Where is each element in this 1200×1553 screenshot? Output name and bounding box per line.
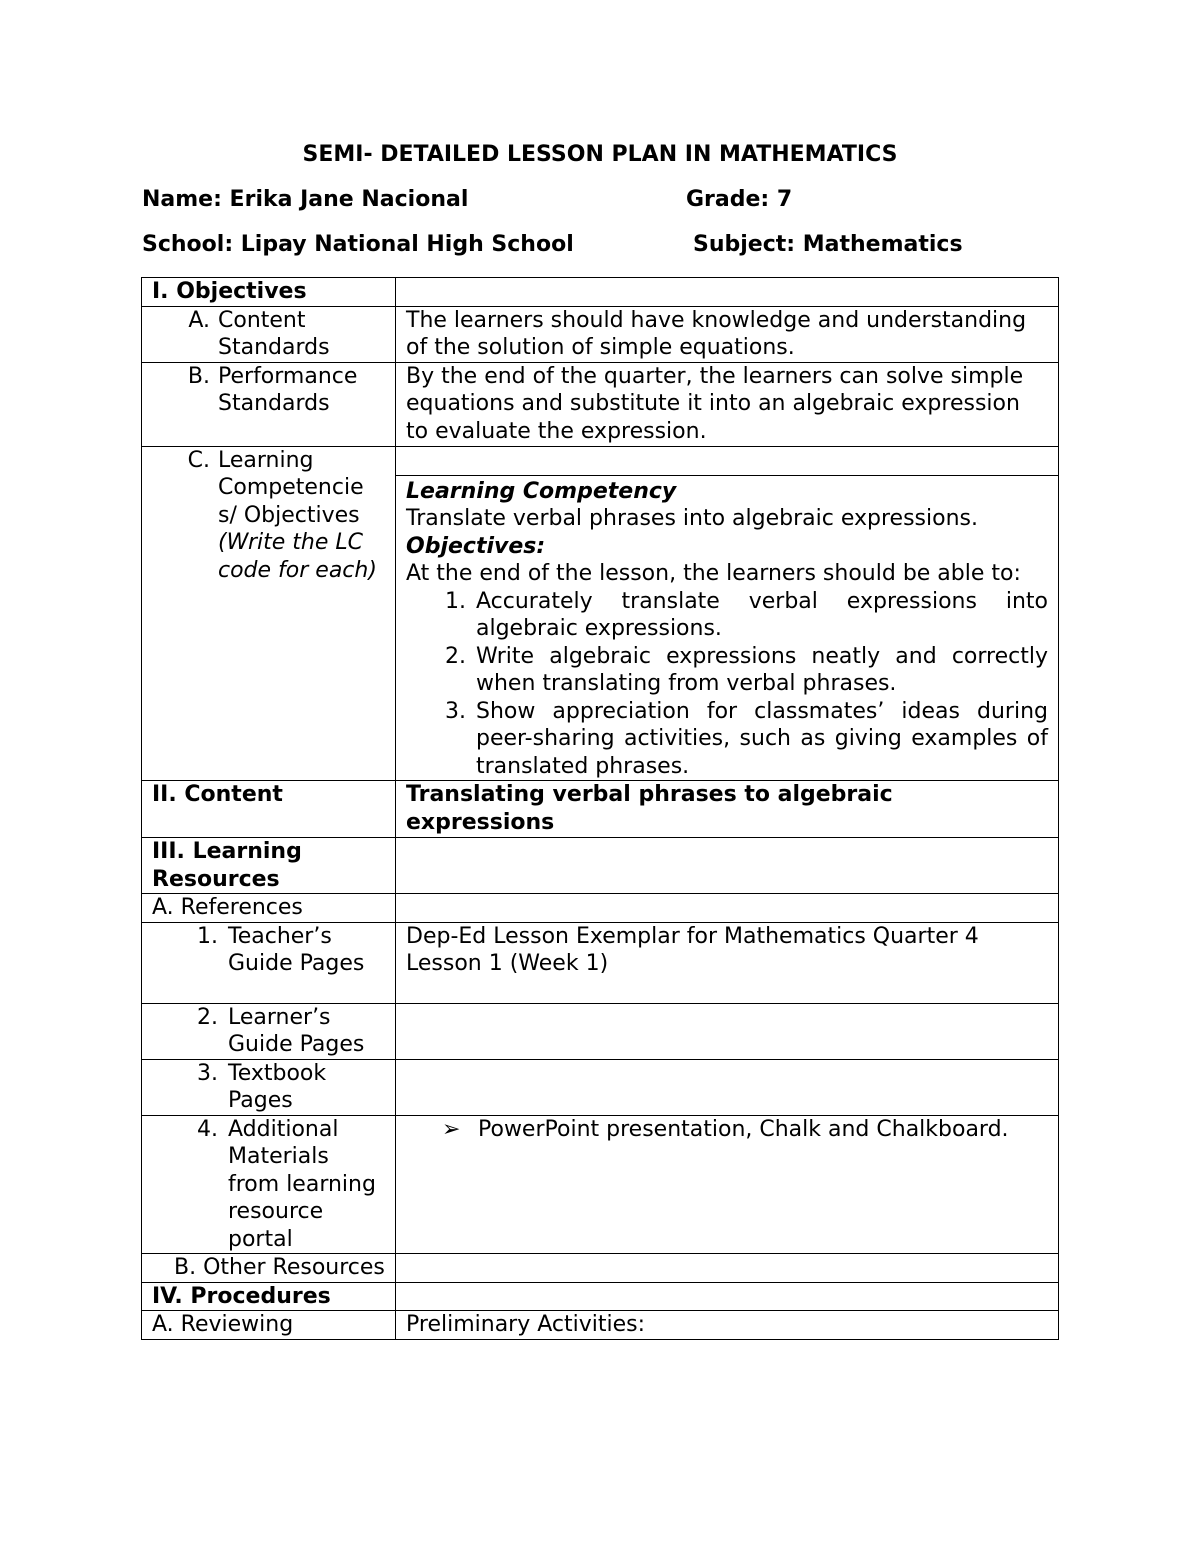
- table-row: [142, 362, 1059, 446]
- table-row: 1. Teacher’s Guide Pages Dep-Ed Lesson Exemplar for Mathematics Quarter 4 Lesson 1 (Week 1): [142, 922, 1059, 1003]
- objectives-heading: Objectives:: [406, 533, 546, 559]
- list-marker: B.: [187, 363, 210, 389]
- teachers-guide-label: Teacher’s Guide Pages: [228, 923, 365, 976]
- learning-competency-heading: Learning Competency: [406, 478, 677, 504]
- arrow-bullet-icon: ➢: [442, 1116, 461, 1142]
- objectives-intro: At the end of the lesson, the learners should be able to:: [406, 561, 1021, 586]
- content-standards-label: Content Standards: [218, 307, 330, 360]
- learning-resources-header: III. Learning Resources: [142, 838, 396, 894]
- subject-name: Subject: Mathematics: [693, 232, 963, 257]
- content-label: II. Content: [142, 781, 396, 838]
- content-standards-value: The learners should have knowledge and understanding of the solution of simple equations.: [396, 306, 1059, 362]
- performance-standards-label: Performance Standards: [218, 363, 358, 416]
- other-resources-label: B. Other Resources: [174, 1255, 385, 1280]
- table-row: [142, 278, 1059, 307]
- table-row: [142, 1282, 1059, 1311]
- lc-code-note: (Write the LC code for each): [218, 530, 377, 583]
- school-name: School: Lipay National High School: [142, 232, 574, 257]
- list-marker: C.: [187, 447, 210, 473]
- references-label: A. References: [142, 894, 396, 923]
- list-item: 3. Show appreciation for classmates’ ideas during peer-sharing activities, such as giving examples of translated phrases.: [445, 698, 1048, 779]
- table-row: [142, 1311, 1059, 1340]
- reviewing-value: Preliminary Activities:: [396, 1311, 1059, 1340]
- reviewing-label: A. Reviewing: [142, 1311, 396, 1340]
- objectives-header: I. Objectives: [142, 278, 396, 307]
- page-title: SEMI- DETAILED LESSON PLAN IN MATHEMATICS: [302, 142, 898, 167]
- additional-materials-value: PowerPoint presentation, Chalk and Chalkboard.: [478, 1116, 1009, 1142]
- table-row: [142, 306, 1059, 362]
- table-row: [142, 781, 1059, 838]
- learning-competency-text: Translate verbal phrases into algebraic expressions.: [406, 506, 978, 531]
- table-row: [142, 838, 1059, 894]
- list-item: 1. Accurately translate verbal expressions into algebraic expressions.: [445, 588, 1048, 641]
- table-row: 2. Learner’s Guide Pages: [142, 1003, 1059, 1059]
- objectives-list: [406, 588, 1048, 781]
- table-row: [142, 894, 1059, 923]
- table-row: 3. Textbook Pages: [142, 1059, 1059, 1115]
- list-marker: A.: [188, 307, 210, 333]
- table-row: 4. Additional Materials from learning resource portal ➢ PowerPoint presentation, Chalk and Chalkboard.: [142, 1115, 1059, 1254]
- procedures-header: IV. Procedures: [142, 1282, 396, 1311]
- additional-materials-label: Additional Materials from learning resource portal: [228, 1116, 376, 1252]
- teachers-guide-value: Dep-Ed Lesson Exemplar for Mathematics Quarter 4 Lesson 1 (Week 1): [396, 922, 1059, 1003]
- learning-competencies-label: Learning Competencie s/ Objectives: [218, 447, 364, 528]
- lesson-plan-table: [141, 277, 1059, 1340]
- table-row: [142, 1254, 1059, 1283]
- list-item: 2. Write algebraic expressions neatly and correctly when translating from verbal phrases.: [445, 643, 1048, 696]
- content-value: Translating verbal phrases to algebraic expressions: [396, 781, 1059, 838]
- textbook-label: Textbook Pages: [228, 1060, 327, 1113]
- table-row: [142, 446, 1059, 781]
- performance-standards-value: By the end of the quarter, the learners can solve simple equations and substitute it into an algebraic expression to evaluate the expression.: [396, 362, 1059, 446]
- grade-level: Grade: 7: [686, 187, 793, 212]
- teacher-name: Name: Erika Jane Nacional: [142, 187, 469, 212]
- learners-guide-label: Learner’s Guide Pages: [228, 1004, 365, 1057]
